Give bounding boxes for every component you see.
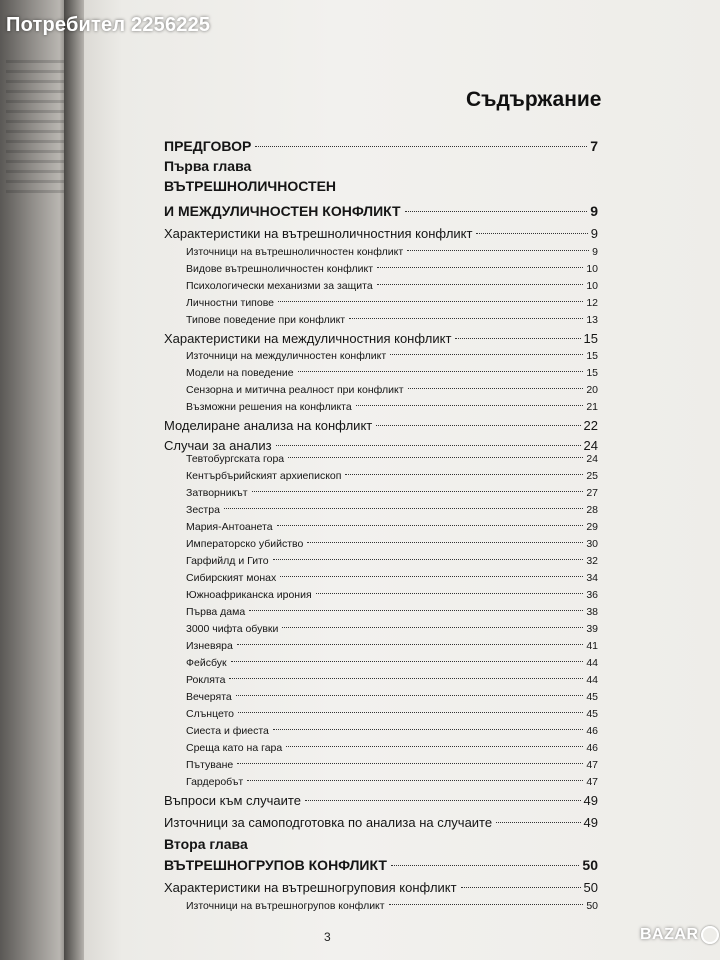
toc-entry-title: И МЕЖДУЛИЧНОСТЕН КОНФЛИКТ: [164, 203, 401, 219]
toc-entry: [186, 742, 598, 754]
toc-dot-leader: [461, 887, 581, 888]
toc-dot-leader: [307, 542, 583, 543]
toc-entry-title: Вечерята: [186, 691, 232, 703]
toc-entry-page: 15: [586, 350, 598, 362]
toc-entry: [186, 280, 598, 292]
toc-entry-page: 46: [586, 742, 598, 754]
toc-entry: [186, 555, 598, 567]
toc-dot-leader: [476, 233, 587, 234]
toc-entry: [164, 203, 598, 219]
toc-dot-leader: [276, 445, 581, 446]
toc-entry-page: 41: [586, 640, 598, 652]
toc-dot-leader: [391, 865, 579, 866]
toc-entry: [186, 263, 598, 275]
toc-entry-title: 3000 чифта обувки: [186, 623, 279, 635]
toc-entry-title: Мария-Антоанета: [186, 521, 273, 533]
toc-dot-leader: [376, 425, 580, 426]
toc-entry-title: Среща като на гара: [186, 742, 283, 754]
toc-entry-title: Кентърбърийският архиепископ: [186, 470, 342, 482]
toc-entry-title: Гардеробът: [186, 776, 244, 788]
toc-entry-title: Типове поведение при конфликт: [186, 314, 346, 326]
toc-entry: [164, 857, 598, 873]
toc-entry: [186, 623, 598, 635]
toc-entry-page: 47: [586, 776, 598, 788]
toc-entry: [164, 226, 598, 241]
toc-entry: [186, 776, 598, 788]
toc-dot-leader: [229, 678, 583, 679]
toc-entry-title: Втора глава: [164, 836, 248, 852]
toc-dot-leader: [252, 491, 584, 492]
toc-entry-title: Въпроси към случаите: [164, 793, 301, 808]
toc-entry: [164, 793, 598, 808]
toc-entry-title: Психологически механизми за защита: [186, 280, 373, 292]
toc-dot-leader: [377, 284, 584, 285]
toc-dot-leader: [316, 593, 584, 594]
toc-entry-page: 21: [586, 401, 598, 413]
toc-entry-title: ВЪТРЕШНОГРУПОВ КОНФЛИКТ: [164, 857, 387, 873]
toc-entry: [186, 487, 598, 499]
toc-dot-leader: [224, 508, 583, 509]
toc-entry-page: 22: [583, 418, 598, 433]
toc-entry-title: Източници на вътрешноличностен конфликт: [186, 246, 404, 258]
toc-dot-leader: [255, 146, 587, 147]
toc-entry: [186, 725, 598, 737]
toc-entry-page: 45: [586, 708, 598, 720]
toc-entry-title: Възможни решения на конфликта: [186, 401, 352, 413]
toc-entry: [186, 657, 598, 669]
toc-entry-page: 12: [586, 297, 598, 309]
toc-dot-leader: [249, 610, 583, 611]
toc-entry-page: 20: [586, 384, 598, 396]
toc-dot-leader: [356, 405, 584, 406]
toc-entry-page: 24: [586, 453, 598, 465]
toc-entry-page: 44: [586, 657, 598, 669]
toc-entry-page: 30: [586, 538, 598, 550]
toc-entry: [164, 836, 598, 852]
toc-entry: [164, 178, 598, 194]
toc-dot-leader: [286, 746, 583, 747]
toc-entry-page: 13: [586, 314, 598, 326]
user-watermark: Потребител 2256225: [6, 14, 211, 36]
toc-entry-page: 10: [586, 280, 598, 292]
bazar-logo: BAZAR: [640, 926, 719, 944]
toc-dot-leader: [455, 338, 580, 339]
toc-entry-page: 50: [582, 857, 598, 873]
toc-entry-page: 9: [590, 203, 598, 219]
toc-entry: [186, 246, 598, 258]
toc-entry: [186, 453, 598, 465]
toc-entry-title: Затворникът: [186, 487, 248, 499]
toc-dot-leader: [273, 729, 583, 730]
toc-dot-leader: [389, 904, 584, 905]
toc-entry-page: 10: [586, 263, 598, 275]
toc-entry-title: Южноафриканска ирония: [186, 589, 312, 601]
toc-dot-leader: [305, 800, 581, 801]
toc-dot-leader: [247, 780, 583, 781]
toc-entry: [186, 384, 598, 396]
toc-entry-page: 25: [586, 470, 598, 482]
toc-entry-page: 44: [586, 674, 598, 686]
toc-entry: [186, 572, 598, 584]
toc-dot-leader: [237, 644, 583, 645]
toc-entry-page: 27: [586, 487, 598, 499]
toc-entry-title: Роклята: [186, 674, 226, 686]
toc-entry-title: Първа глава: [164, 158, 252, 174]
toc-dot-leader: [236, 695, 584, 696]
toc-entry-page: 47: [586, 759, 598, 771]
toc-dot-leader: [377, 267, 583, 268]
toc-dot-leader: [231, 661, 584, 662]
toc-entry-title: Първа дама: [186, 606, 246, 618]
toc-entry: [186, 521, 598, 533]
toc-entry: [164, 418, 598, 433]
toc-entry: [186, 504, 598, 516]
toc-entry: [186, 314, 598, 326]
toc-entry-title: Сензорна и митична реалност при конфликт: [186, 384, 404, 396]
toc-dot-leader: [407, 250, 589, 251]
toc-entry: [164, 880, 598, 895]
left-page-edge: [0, 0, 70, 960]
toc-entry: [186, 759, 598, 771]
toc-entry-page: 29: [586, 521, 598, 533]
toc-entry: [186, 538, 598, 550]
toc-entry-title: Сибирският монах: [186, 572, 277, 584]
toc-entry-title: Слънцето: [186, 708, 234, 720]
toc-dot-leader: [282, 627, 583, 628]
toc-entry-page: 15: [586, 367, 598, 379]
toc-entry-title: Гарфийлд и Гито: [186, 555, 269, 567]
toc-entry-page: 50: [583, 880, 598, 895]
toc-entry: [186, 708, 598, 720]
toc-entry-title: Източници на вътрешногрупов конфликт: [186, 900, 385, 912]
toc-entry-page: 9: [592, 246, 598, 258]
toc-entry-title: Случаи за анализ: [164, 438, 272, 453]
toc-entry-title: Фейсбук: [186, 657, 227, 669]
toc-dot-leader: [278, 301, 583, 302]
toc-title: Съдържание: [466, 88, 602, 111]
toc-dot-leader: [405, 211, 588, 212]
toc-entry-title: Източници на междуличностен конфликт: [186, 350, 387, 362]
toc-entry-title: Сиеста и фиеста: [186, 725, 269, 737]
toc-entry-page: 39: [586, 623, 598, 635]
toc-dot-leader: [390, 354, 583, 355]
toc-entry-page: 34: [586, 572, 598, 584]
toc-entry-page: 9: [590, 226, 598, 241]
toc-entry-page: 36: [586, 589, 598, 601]
toc-entry: [186, 350, 598, 362]
page-number: 3: [324, 930, 331, 944]
toc-dot-leader: [288, 457, 583, 458]
toc-entry-title: Характеристики на междуличностния конфликт: [164, 331, 452, 346]
toc-dot-leader: [496, 822, 580, 823]
toc-entry-title: Императорско убийство: [186, 538, 304, 550]
toc-entry-page: 15: [583, 331, 598, 346]
toc-entry-title: ПРЕДГОВОР: [164, 138, 252, 154]
toc-entry-page: 46: [586, 725, 598, 737]
toc-dot-leader: [349, 318, 583, 319]
toc-entry-page: 49: [583, 793, 598, 808]
toc-entry-title: ВЪТРЕШНОЛИЧНОСТЕН: [164, 178, 337, 194]
toc-entry-title: Изневяра: [186, 640, 233, 652]
toc-entry-page: 45: [586, 691, 598, 703]
toc-entry-page: 38: [586, 606, 598, 618]
toc-dot-leader: [273, 559, 584, 560]
toc-entry: [186, 640, 598, 652]
toc-entry: [164, 438, 598, 453]
toc-entry-page: 32: [586, 555, 598, 567]
toc-entry-title: Пътуване: [186, 759, 234, 771]
toc-dot-leader: [277, 525, 584, 526]
toc-dot-leader: [298, 371, 584, 372]
toc-entry-title: Характеристики на вътрешноличностния конфликт: [164, 226, 473, 241]
toc-entry: [164, 158, 598, 174]
toc-entry: [186, 606, 598, 618]
toc-entry: [186, 691, 598, 703]
toc-entry: [164, 815, 598, 830]
toc-dot-leader: [237, 763, 583, 764]
logo-mark-icon: [701, 926, 719, 944]
toc-entry: [186, 674, 598, 686]
toc-dot-leader: [345, 474, 583, 475]
toc-entry: [186, 297, 598, 309]
toc-entry-title: Видове вътрешноличностен конфликт: [186, 263, 374, 275]
toc-entry: [186, 401, 598, 413]
toc-entry-title: Зестра: [186, 504, 220, 516]
toc-entry-page: 49: [583, 815, 598, 830]
toc-dot-leader: [280, 576, 583, 577]
toc-entry: [186, 589, 598, 601]
toc-entry-page: 28: [586, 504, 598, 516]
toc-dot-leader: [238, 712, 583, 713]
toc-entry-title: Характеристики на вътрешногруповия конфликт: [164, 880, 457, 895]
toc-entry: [186, 900, 598, 912]
toc-entry-page: 50: [586, 900, 598, 912]
toc-entry-title: Тевтобургската гора: [186, 453, 285, 465]
toc-dot-leader: [408, 388, 584, 389]
toc-entry-title: Модели на поведение: [186, 367, 294, 379]
left-page-text-shadow: [6, 60, 66, 200]
toc-entry: [164, 138, 598, 154]
toc-entry-title: Личностни типове: [186, 297, 275, 309]
toc-entry: [164, 331, 598, 346]
toc-entry-title: Източници за самоподготовка по анализа на случаите: [164, 815, 493, 830]
toc-entry-title: Моделиране анализа на конфликт: [164, 418, 373, 433]
toc-entry: [186, 470, 598, 482]
toc-entry-page: 7: [590, 138, 598, 154]
toc-entry-page: 24: [583, 438, 598, 453]
toc-entry: [186, 367, 598, 379]
